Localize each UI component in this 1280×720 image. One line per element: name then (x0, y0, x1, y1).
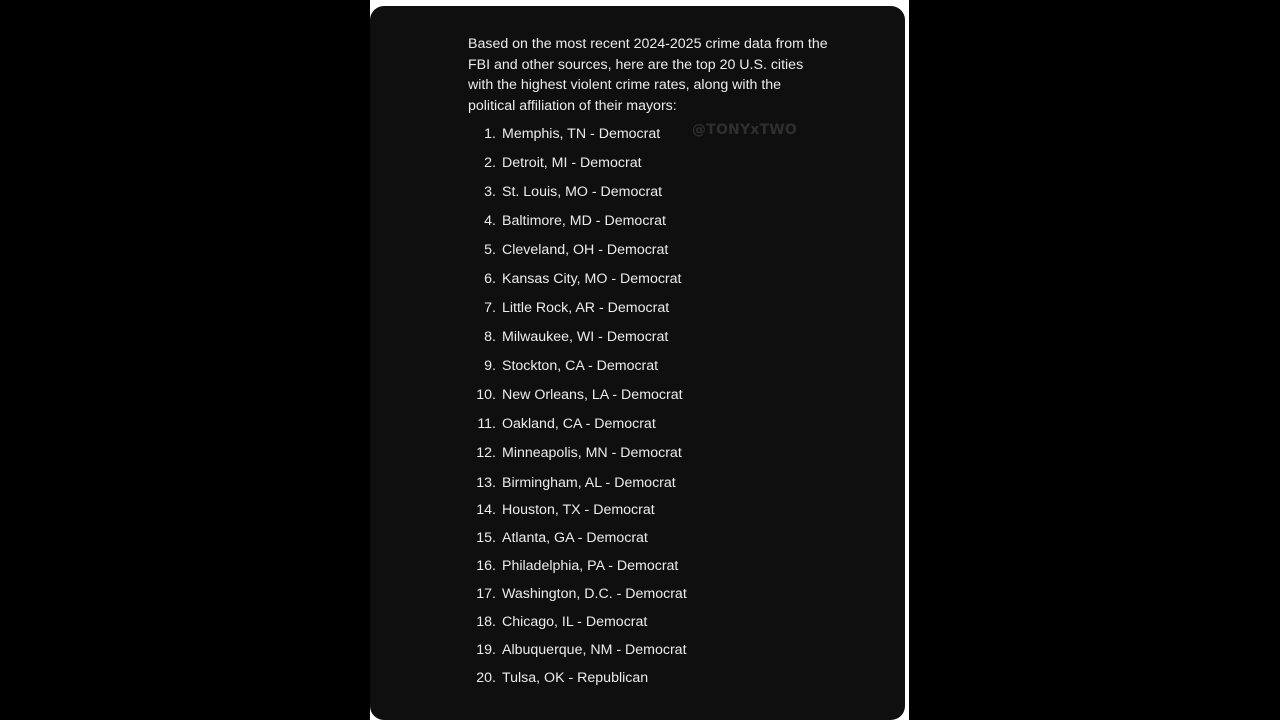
item-text: Houston, TX - Democrat (502, 502, 655, 518)
item-number: 15. (476, 530, 496, 546)
item-number: 10. (476, 387, 496, 403)
list-item (468, 528, 648, 548)
item-number: 1. (484, 126, 496, 142)
item-number: 14. (476, 502, 496, 518)
list-item (468, 327, 668, 347)
item-number: 16. (476, 558, 496, 574)
list-item (468, 640, 687, 660)
item-number: 13. (476, 475, 496, 491)
item-number: 18. (476, 614, 496, 630)
item-number: 4. (484, 213, 496, 229)
list-item (468, 182, 662, 202)
list-item (468, 385, 683, 405)
item-text: Detroit, MI - Democrat (502, 155, 642, 171)
item-text: Little Rock, AR - Democrat (502, 300, 670, 316)
item-text: Washington, D.C. - Democrat (502, 586, 687, 602)
item-text: Minneapolis, MN - Democrat (502, 445, 682, 461)
item-number: 12. (476, 445, 496, 461)
item-text: Baltimore, MD - Democrat (502, 213, 666, 229)
list-item (468, 612, 647, 632)
item-text: Stockton, CA - Democrat (502, 358, 659, 374)
list-item (468, 414, 656, 434)
list-item (468, 298, 669, 318)
message-card (370, 6, 905, 720)
item-number: 7. (484, 300, 496, 316)
item-number: 2. (484, 155, 496, 171)
item-text: Memphis, TN - Democrat (502, 126, 661, 142)
item-text: Milwaukee, WI - Democrat (502, 329, 669, 345)
list-item (468, 153, 642, 173)
item-number: 8. (484, 329, 496, 345)
watermark: @TONYxTWO (692, 122, 798, 138)
item-number: 19. (476, 642, 496, 658)
item-text: New Orleans, LA - Democrat (502, 387, 683, 403)
item-text: Philadelphia, PA - Democrat (502, 558, 679, 574)
list-item (468, 668, 648, 688)
item-number: 6. (484, 271, 496, 287)
list-item (468, 473, 676, 493)
list-item (468, 584, 687, 604)
list-item (468, 211, 666, 231)
item-text: St. Louis, MO - Democrat (502, 184, 663, 200)
item-text: Birmingham, AL - Democrat (502, 475, 676, 491)
intro-text: Based on the most recent 2024-2025 crime data from the FBI and other sources, here are the top 20 U.S. cities with the highest violent crime rates, along with the political affiliation of their mayors: (468, 36, 828, 114)
item-number: 9. (484, 358, 496, 374)
list-item (468, 124, 660, 144)
item-number: 20. (476, 670, 496, 686)
list-item (468, 240, 668, 260)
item-number: 3. (484, 184, 496, 200)
list-item (468, 500, 655, 520)
item-number: 17. (476, 586, 496, 602)
item-number: 11. (477, 416, 496, 432)
item-text: Cleveland, OH - Democrat (502, 242, 669, 258)
list-item (468, 556, 678, 576)
list-item (468, 443, 682, 463)
item-text: Tulsa, OK - Republican (502, 670, 649, 686)
item-text: Kansas City, MO - Democrat (502, 271, 682, 287)
item-text: Albuquerque, NM - Democrat (502, 642, 687, 658)
list-item (468, 269, 681, 289)
item-text: Chicago, IL - Democrat (502, 614, 648, 630)
list-item (468, 356, 658, 376)
item-number: 5. (484, 242, 496, 258)
item-text: Oakland, CA - Democrat (502, 416, 656, 432)
item-text: Atlanta, GA - Democrat (502, 530, 648, 546)
